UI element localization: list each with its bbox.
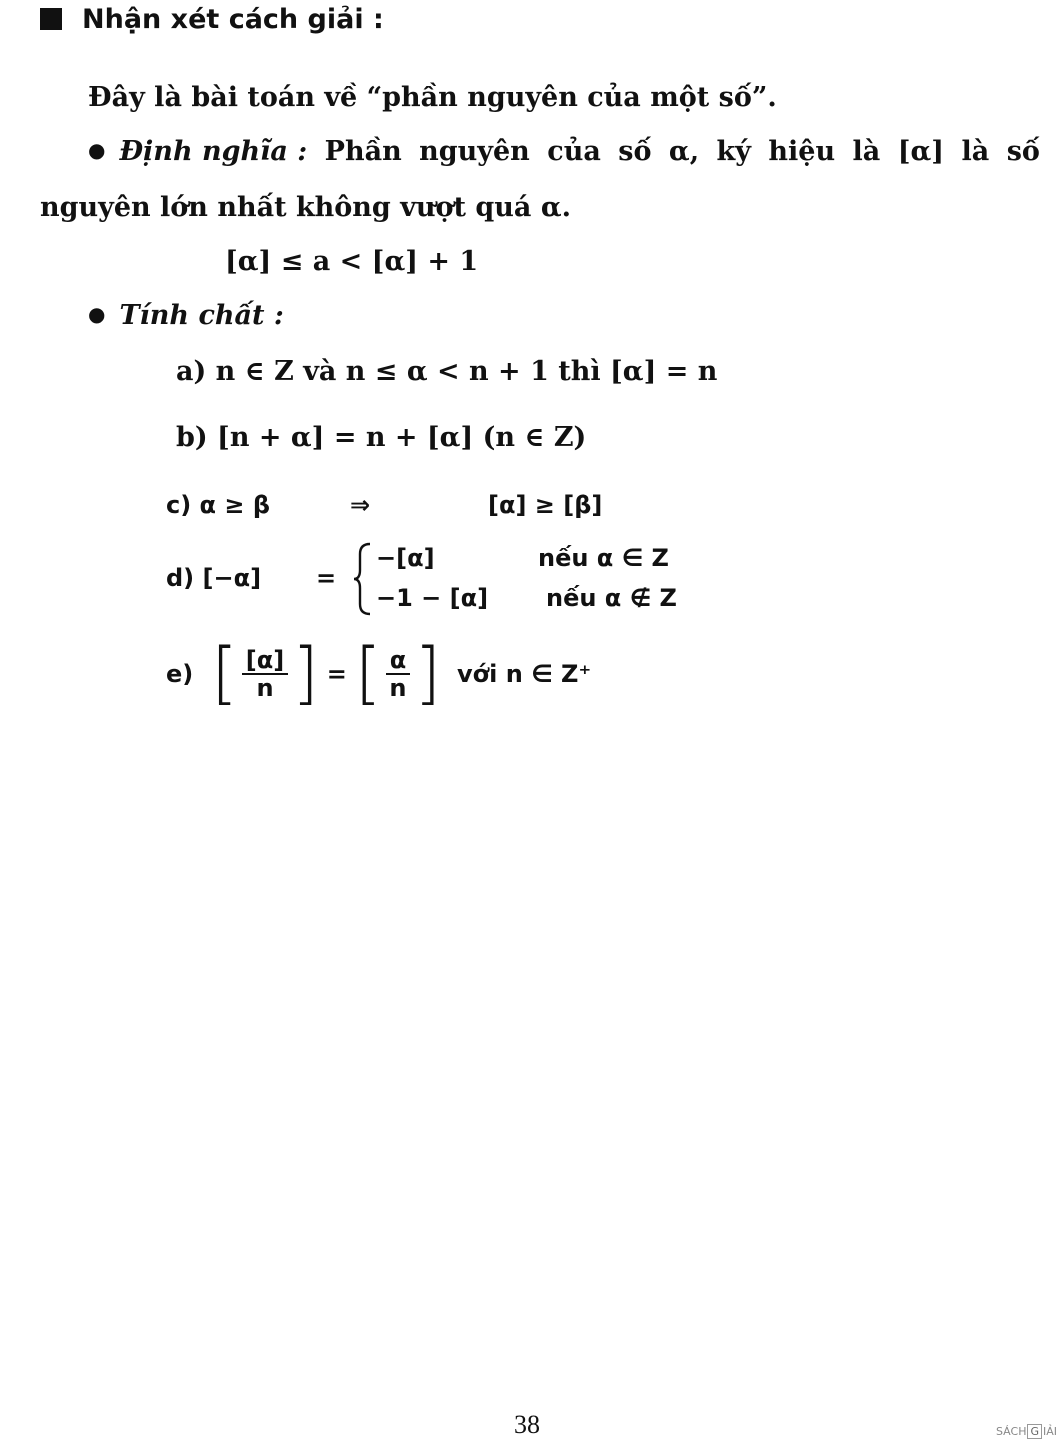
definition-word: nguyên [419,136,530,167]
implies-arrow: ⇒ [350,491,371,519]
definition-word: là [852,136,881,167]
properties-heading: ● Tính chất : [88,300,284,331]
property-b: b) [n + α] = n + [α] (n ∈ Z) [176,422,587,453]
fraction-floor-alpha-over-n [242,647,288,702]
watermark-logo: SÁCH G IẢI [996,1425,1058,1438]
fraction-denominator: n [256,674,274,702]
property-c-premise: c) α ≥ β [166,491,271,519]
left-brace-icon [352,542,374,616]
property-a: a) n ∈ Z và n ≤ α < n + 1 thì [α] = n [176,356,718,387]
right-bracket-icon: ] [292,634,319,713]
property-e-label: e) [166,660,194,688]
section-heading [40,4,384,35]
property-d-left: d) [−α] [166,564,262,592]
property-d-equals: = [316,564,337,592]
definition-word: [α] [897,136,945,167]
round-bullet-icon: ● [88,302,106,326]
fraction-denominator: n [389,674,407,702]
definition-word: Phần [324,136,402,167]
fraction-numerator: [α] [242,647,288,675]
round-bullet-icon: ● [88,138,106,162]
floor-inequality: [α] ≤ a < [α] + 1 [225,246,479,277]
property-d-condition-2: nếu α ∉ Z [546,584,677,612]
property-d-case-1: −[α] [376,544,435,572]
intro-paragraph: Đây là bài toán về “phần nguyên của một số”. [88,82,777,113]
fraction-numerator: α [386,647,411,675]
property-e-equals: = [326,660,347,688]
logo-g-icon: G [1027,1424,1042,1439]
property-e [166,634,592,713]
left-bracket-icon: [ [211,634,238,713]
square-bullet-icon [40,8,62,30]
right-bracket-icon: ] [414,634,442,713]
definition-line-2: nguyên lớn nhất không vượt quá α. [40,192,571,223]
property-c [166,491,270,519]
definition-word: α, [668,136,700,167]
fraction-alpha-over-n [385,647,410,702]
property-d-condition-1: nếu α ∈ Z [538,544,669,572]
definition-word: số [1006,136,1040,167]
definition-word: hiệu [768,136,836,167]
left-bracket-icon: [ [354,634,382,713]
definition-label: ● Định nghĩa : [88,136,308,167]
property-e-condition: với n ∈ Z⁺ [457,660,592,688]
heading-text: Nhận xét cách giải : [82,4,384,35]
definition-word: là [961,136,990,167]
definition-word: số [618,136,652,167]
definition-word: ký [716,136,751,167]
definition-word: của [547,136,601,167]
property-d-case-2: −1 − [α] [376,584,489,612]
page-number: 38 [514,1410,540,1439]
definition-line-1 [88,136,1040,167]
property-c-conclusion: [α] ≥ [β] [488,491,603,519]
